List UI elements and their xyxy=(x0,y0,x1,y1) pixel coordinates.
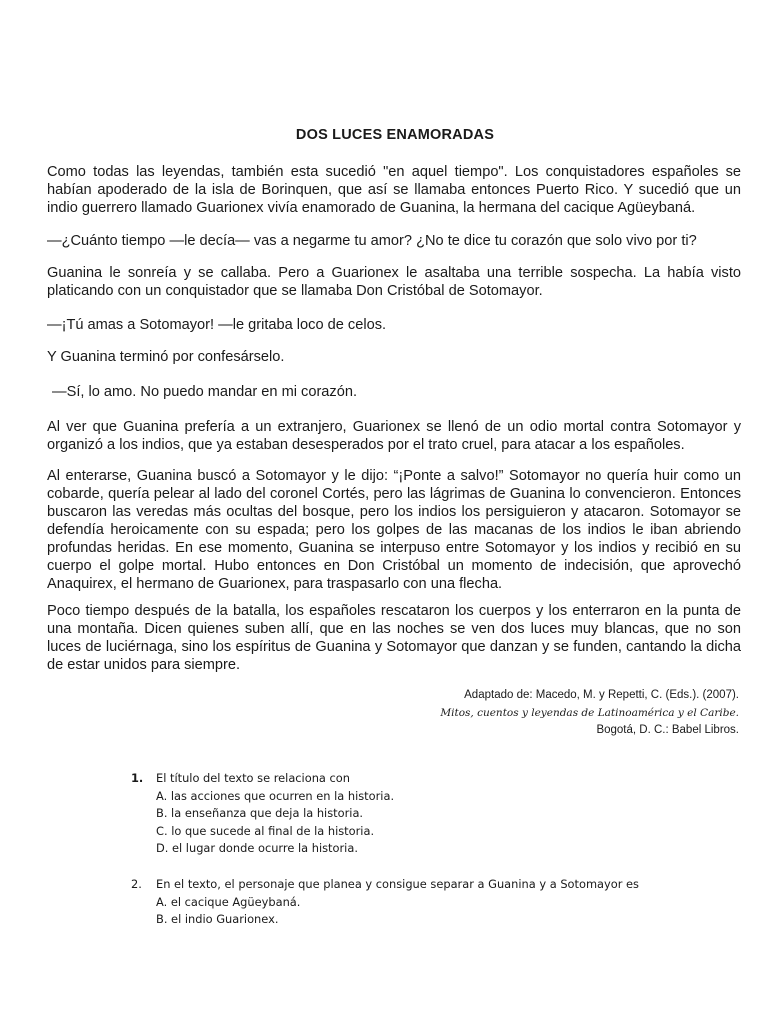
paragraph-battle: Al enterarse, Guanina buscó a Sotomayor y le dijo: “¡Ponte a salvo!” Sotomayor no quería huir como un cobarde, quería pelear al lado del coronel Cortés, pero las lágrimas de Guanina lo convencieron. Entonces buscaron las veredas más ocultas del bosque, pero los indios los persiguieron y atacaron. Sotomayor se defendía heroicamente con su espada; pero los golpes de las macanas de los indios le iban abriendo profundas heridas. En ese momento, Guanina se interpuso entre Sotomayor y los indios y recibió en su cuerpo el golpe mortal. Hubo entonces en Don Cristóbal un momento de indecisión, que aprovechó Anaquirex, el hermano de Guarionex, para traspasarlo con una flecha. xyxy=(47,468,741,592)
answer-option: B. la enseñanza que deja la historia. xyxy=(156,806,364,820)
question-1 xyxy=(131,770,741,858)
paragraph-dialogue-question: —¿Cuánto tiempo —le decía— vas a negarme tu amor? ¿No te dice tu corazón que solo vivo por ti? xyxy=(47,233,697,249)
paragraph-intro: Como todas las leyendas, también esta sucedió "en aquel tiempo". Los conquistadores españoles se habían apoderado de la isla de Borinquen, que así se llamaba entonces Puerto Rico. Y sucedió que un indio guerrero llamado Guarionex vivía enamorado de Guanina, la hermana del cacique Agüeybaná. xyxy=(47,164,741,216)
citation-adapted-from: Adaptado de: Macedo, M. y Repetti, C. (Eds.). (2007). xyxy=(464,689,739,701)
paragraph-confession: Y Guanina terminó por confesárselo. xyxy=(47,349,285,365)
paragraph-revenge: Al ver que Guanina prefería a un extranjero, Guarionex se llenó de un odio mortal contra Sotomayor y organizó a los indios, que ya estaban desesperados por el trato cruel, para atacar a los españoles. xyxy=(47,419,741,453)
question-text: En el texto, el personaje que planea y consigue separar a Guanina y a Sotomayor es xyxy=(156,877,639,891)
answer-option: C. lo que sucede al final de la historia. xyxy=(156,823,375,838)
question-text: El título del texto se relaciona con xyxy=(156,771,350,785)
answer-option: B. el indio Guarionex. xyxy=(156,912,279,926)
paragraph-accusation: —¡Tú amas a Sotomayor! —le gritaba loco de celos. xyxy=(47,317,387,333)
document-title: DOS LUCES ENAMORADAS xyxy=(295,127,495,143)
citation-publisher: Bogotá, D. C.: Babel Libros. xyxy=(596,724,739,736)
question-2 xyxy=(131,876,741,929)
answer-option: A. el cacique Agüeybaná. xyxy=(156,894,301,909)
answer-option: A. las acciones que ocurren en la historia. xyxy=(156,788,395,803)
source-citation xyxy=(440,687,739,740)
paragraph-answer: —Sí, lo amo. No puedo mandar en mi corazón. xyxy=(52,384,358,400)
paragraph-ending: Poco tiempo después de la batalla, los españoles rescataron los cuerpos y los enterraron en la punta de una montaña. Dicen quienes suben allí, que en las noches se ven dos luces muy blancas, que no son luces de luciérnaga, sino los espíritus de Guanina y Sotomayor que danzan y se funden, cantando la dicha de estar unidos para siempre. xyxy=(47,603,741,673)
answer-option: D. el lugar donde ocurre la historia. xyxy=(156,841,358,855)
question-number: 1. xyxy=(131,771,144,785)
citation-book-title: Mitos, cuentos y leyendas de Latinoamérica y el Caribe. xyxy=(440,706,739,719)
question-number: 2. xyxy=(131,877,142,891)
paragraph-suspicion: Guanina le sonreía y se callaba. Pero a Guarionex le asaltaba una terrible sospecha. La había visto platicando con un conquistador que se llamaba Don Cristóbal de Sotomayor. xyxy=(47,265,741,299)
